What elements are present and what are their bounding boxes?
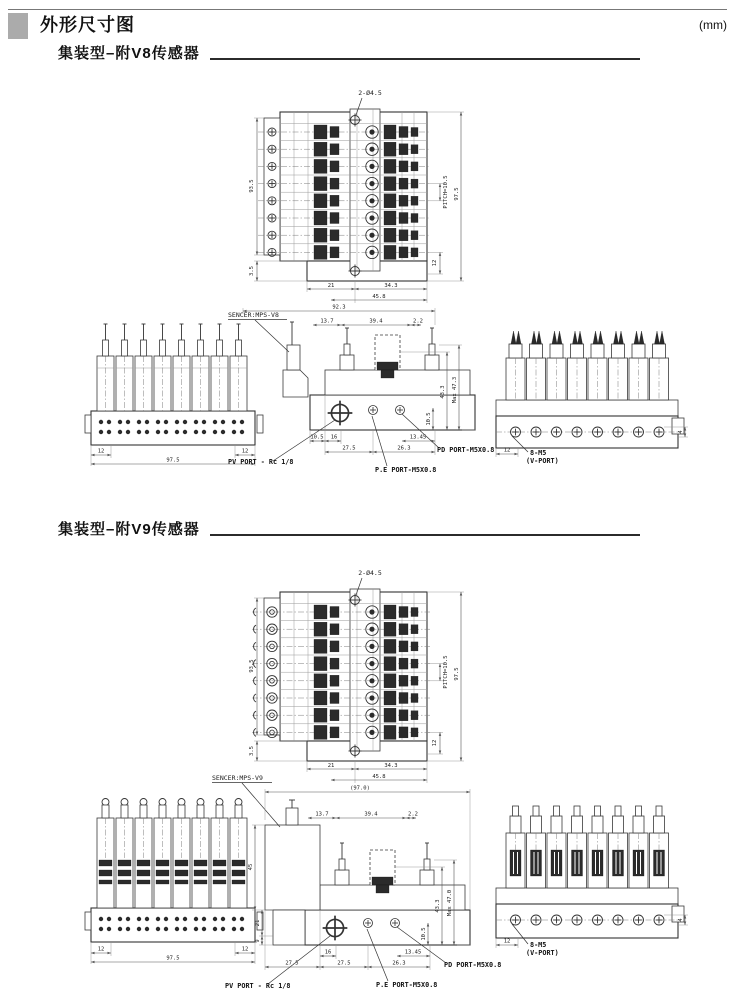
dim-body-height: 93.5 (249, 179, 255, 193)
dim-b5: 26.3 (392, 960, 406, 967)
dim-end-right: 12 (241, 448, 249, 455)
dim-b4: 13.45 (404, 949, 422, 956)
dim-d1: 13.7 (315, 811, 329, 818)
v8-plan-geometry (258, 109, 430, 281)
ports-label-2: (V-PORT) (526, 457, 559, 465)
dim-w1: 21 (327, 283, 335, 289)
dim-h-max: Max 47.0 (447, 889, 453, 917)
dim-end-left: 12 (97, 448, 105, 455)
top-rule (8, 9, 727, 10)
dim-total-height: 97.5 (454, 187, 460, 201)
dim-end: 12 (503, 938, 511, 945)
page-title: 外形尺寸图 (40, 15, 135, 35)
dim-d2: 39.4 (364, 811, 378, 818)
dim-b3: 27.5 (337, 960, 351, 967)
dim-b4: 13.45 (409, 434, 427, 441)
dim-sensor-height: 45 (248, 863, 254, 871)
dim-base-offset: 3.5 (249, 746, 255, 756)
dim-overall: 92.3 (332, 304, 346, 311)
dim-h-body: 43.3 (440, 385, 446, 399)
dim-w2: 34.3 (384, 283, 398, 289)
port-label-pe: P.E PORT-M5X0.8 (375, 466, 437, 474)
sensor-label: SENCER:MPS-V9 (212, 774, 263, 782)
dim-end-right: 12 (241, 946, 249, 953)
v8-plan-view (250, 84, 474, 312)
section-2-heading: 集装型–附V9传感器 (58, 521, 200, 538)
dim-w3: 45.8 (372, 774, 386, 780)
dim-hole: 2-Ø4.5 (358, 89, 382, 97)
dim-width: 97.5 (166, 955, 180, 962)
dim-h-port: 10.5 (426, 412, 432, 426)
port-label-pe: P.E PORT-M5X0.8 (376, 981, 438, 989)
dim-b1: 10.5 (310, 434, 324, 441)
sensor-label: SENCER:MPS-V8 (228, 311, 279, 319)
dim-h-port: 10.5 (421, 927, 427, 941)
section-2-heading-row (58, 518, 640, 539)
dim-body-height: 93.5 (249, 659, 255, 673)
dim-d2: 39.4 (369, 318, 383, 325)
dim-width: 97.5 (166, 457, 180, 464)
ports-label-2: (V-PORT) (526, 949, 559, 957)
v8-section-geometry (283, 322, 475, 430)
dim-edge: 4 (678, 430, 684, 434)
section-2-heading-rule (210, 534, 640, 536)
dim-end: 12 (432, 259, 438, 267)
section-1-heading: 集装型–附V8传感器 (58, 45, 200, 62)
dim-w3: 45.8 (372, 294, 386, 300)
v9-plan-geometry (252, 589, 430, 761)
dim-end-left: 12 (97, 946, 105, 953)
dim-hole: 2-Ø4.5 (358, 569, 382, 577)
dim-v2: 9 (255, 939, 261, 943)
v9-section-view (210, 770, 502, 993)
dim-b2: 16 (324, 949, 332, 956)
dim-pitch: PITCH=10.5 (443, 175, 449, 209)
section-1-heading-rule (210, 58, 640, 60)
v9-section-geometry (265, 800, 470, 945)
ports-label-1: 8-M5 (530, 941, 547, 949)
dim-end: 12 (503, 447, 511, 454)
v9-side-geometry (496, 806, 684, 938)
dim-d3: 2.2 (408, 811, 418, 818)
dim-v1: 21 (255, 919, 261, 927)
dim-w1: 21 (327, 763, 335, 769)
dim-edge: 4 (678, 918, 684, 922)
port-label-pv: PV PORT - Rc 1/8 (225, 982, 291, 990)
dim-b1: 27.5 (285, 960, 299, 967)
dim-h-body: 43.3 (435, 899, 441, 913)
dim-d3: 2.2 (413, 318, 423, 325)
dim-base-offset: 3.5 (249, 266, 255, 276)
dim-b2: 16 (330, 434, 338, 441)
ports-label-1: 8-M5 (530, 449, 547, 457)
port-label-pd: PD PORT-M5X0.8 (444, 961, 502, 969)
port-label-pv: PV PORT - Rc 1/8 (228, 458, 294, 466)
v8-side-geometry (496, 331, 684, 448)
dim-b3: 27.5 (342, 445, 356, 452)
v8-section-view (225, 300, 493, 476)
port-label-pd: PD PORT-M5X0.8 (437, 446, 495, 454)
dim-w2: 34.3 (384, 763, 398, 769)
section-1-heading-row (58, 42, 640, 63)
v9-section-dimensions (212, 774, 501, 990)
dim-end: 12 (432, 739, 438, 747)
v9-plan-view (250, 564, 474, 792)
dim-d1: 13.7 (320, 318, 334, 325)
dim-total-height: 97.5 (454, 667, 460, 681)
dim-h-max: Max 47.3 (452, 376, 458, 404)
unit-label: (mm) (699, 18, 727, 32)
dim-pitch: PITCH=10.5 (443, 655, 449, 689)
heading-marker-square (8, 13, 28, 39)
dim-b5: 26.3 (397, 445, 411, 452)
v8-side-view (492, 328, 692, 466)
v9-side-view (492, 788, 692, 966)
dim-overall: (97.0) (350, 785, 370, 792)
